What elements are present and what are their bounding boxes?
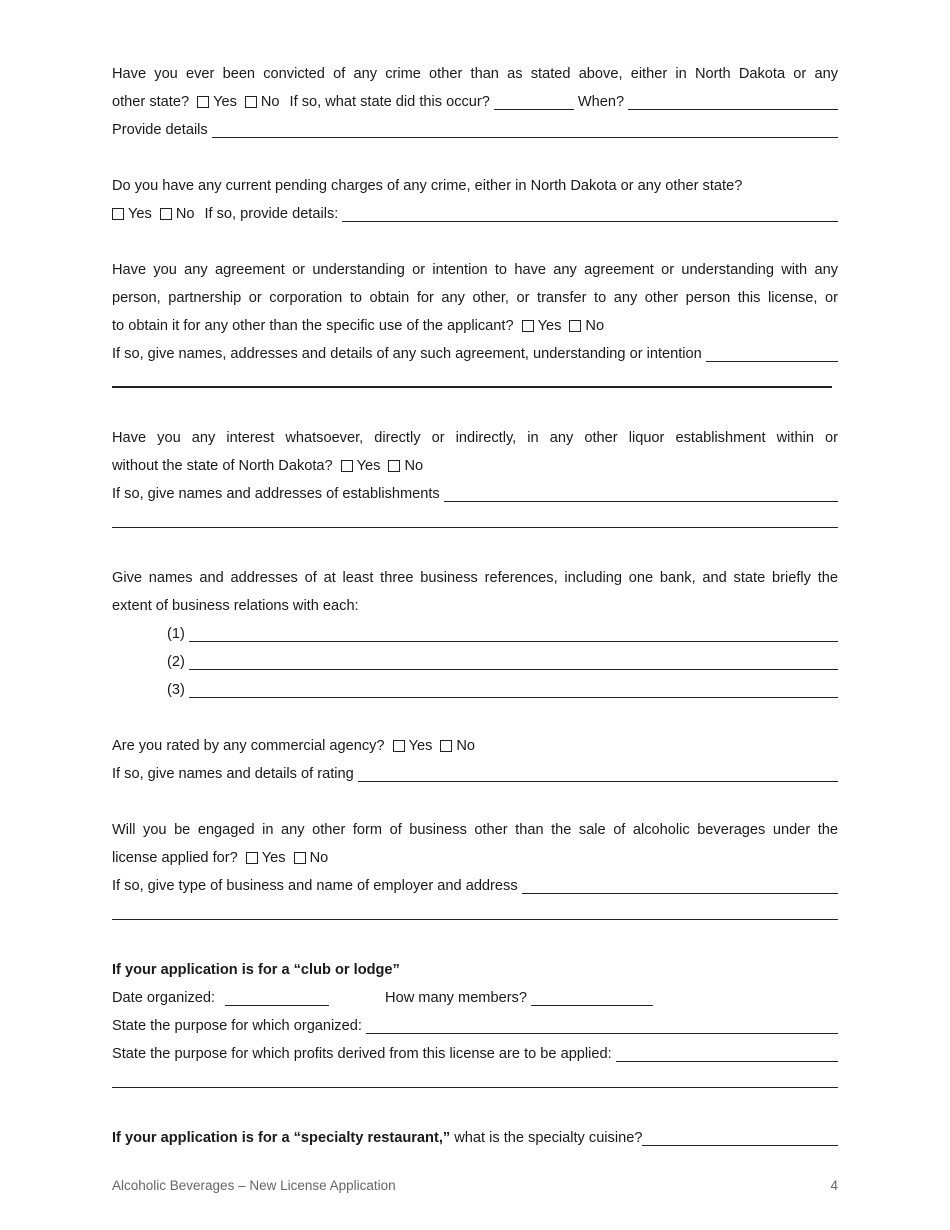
references-line2: extent of business relations with each: (112, 598, 359, 614)
interest-details-field[interactable] (444, 481, 838, 502)
interest-no-checkbox[interactable] (388, 460, 400, 472)
crime-yes-checkbox[interactable] (197, 96, 209, 108)
club-profits-field-2[interactable] (112, 1068, 838, 1096)
reference-2-field[interactable] (189, 649, 838, 670)
other-business-yes-checkbox[interactable] (246, 852, 258, 864)
club-members-field[interactable] (531, 985, 653, 1006)
interest-line1: Have you any interest whatsoever, directly or indirectly, in any other liquor establishment within or (112, 430, 838, 446)
club-profits-line: State the purpose for which profits derived from this license are to be applied: (112, 1040, 838, 1068)
reference-1-field[interactable] (189, 621, 838, 642)
rating-no-checkbox[interactable] (440, 740, 452, 752)
crime-question-line2: other state? Yes No If so, what state did this occur? When? (112, 88, 838, 116)
other-business-line2: license applied for? Yes No (112, 850, 329, 866)
restaurant-line: If your application is for a “specialty restaurant,” what is the specialty cuisine? (112, 1124, 838, 1152)
agreement-line2: person, partnership or corporation to obtain for any other, or transfer to any other person this license, or (112, 290, 838, 306)
pending-question-line: Do you have any current pending charges of any crime, either in North Dakota or any other state? (112, 178, 743, 194)
agreement-details-field[interactable] (706, 341, 838, 362)
page-footer (112, 1174, 838, 1198)
agreement-line3: to obtain it for any other than the specific use of the applicant? Yes No (112, 318, 605, 334)
restaurant-cuisine-field[interactable] (642, 1125, 838, 1146)
rating-details-line: If so, give names and details of rating (112, 760, 838, 788)
footer-title: Alcoholic Beverages – New License Application (112, 1178, 396, 1193)
crime-question-line1 (112, 60, 838, 88)
reference-3-line: (3) (112, 676, 838, 704)
reference-3-field[interactable] (189, 677, 838, 698)
references-line1: Give names and addresses of at least three business references, including one bank, and state briefly the (112, 570, 838, 586)
rating-details-field[interactable] (358, 761, 838, 782)
form-page (112, 60, 838, 1152)
crime-question-text: Have you ever been convicted of any crime other than as stated above, either in North Dakota or any (112, 66, 838, 82)
agreement-no-checkbox[interactable] (569, 320, 581, 332)
crime-state-field[interactable] (494, 89, 574, 110)
other-business-details-field[interactable] (522, 873, 838, 894)
club-heading: If your application is for a “club or lodge” (112, 962, 400, 978)
rating-question-line: Are you rated by any commercial agency? Yes No (112, 738, 476, 754)
pending-details-field[interactable] (342, 201, 838, 222)
other-business-line1: Will you be engaged in any other form of business other than the sale of alcoholic beverages under the (112, 822, 838, 838)
interest-line2: without the state of North Dakota? Yes No (112, 458, 424, 474)
club-date-field[interactable] (225, 985, 329, 1006)
page-number: 4 (830, 1178, 838, 1193)
other-business-details-line: If so, give type of business and name of employer and address (112, 872, 838, 900)
crime-details-field[interactable] (212, 117, 838, 138)
other-business-no-checkbox[interactable] (294, 852, 306, 864)
pending-yes-checkbox[interactable] (112, 208, 124, 220)
club-heading-line (112, 956, 838, 984)
agreement-line1: Have you any agreement or understanding or intention to have any agreement or understanding with any (112, 262, 838, 278)
agreement-yes-checkbox[interactable] (522, 320, 534, 332)
other-business-details-field-2[interactable] (112, 900, 838, 928)
club-date-members-line: Date organized: How many members? (112, 984, 838, 1012)
crime-when-field[interactable] (628, 89, 838, 110)
club-purpose-line: State the purpose for which organized: (112, 1012, 838, 1040)
reference-1-line: (1) (112, 620, 838, 648)
club-purpose-field[interactable] (366, 1013, 838, 1034)
crime-details-line: Provide details (112, 116, 838, 144)
rating-yes-checkbox[interactable] (393, 740, 405, 752)
interest-details-line: If so, give names and addresses of establishments (112, 480, 838, 508)
club-profits-field[interactable] (616, 1041, 838, 1062)
agreement-details-field-2[interactable] (112, 368, 838, 396)
interest-details-field-2[interactable] (112, 508, 838, 536)
pending-no-checkbox[interactable] (160, 208, 172, 220)
crime-no-checkbox[interactable] (245, 96, 257, 108)
agreement-details-line: If so, give names, addresses and details of any such agreement, understanding or intention (112, 340, 838, 368)
pending-answer-line: Yes No If so, provide details: (112, 200, 838, 228)
interest-yes-checkbox[interactable] (341, 460, 353, 472)
reference-2-line: (2) (112, 648, 838, 676)
